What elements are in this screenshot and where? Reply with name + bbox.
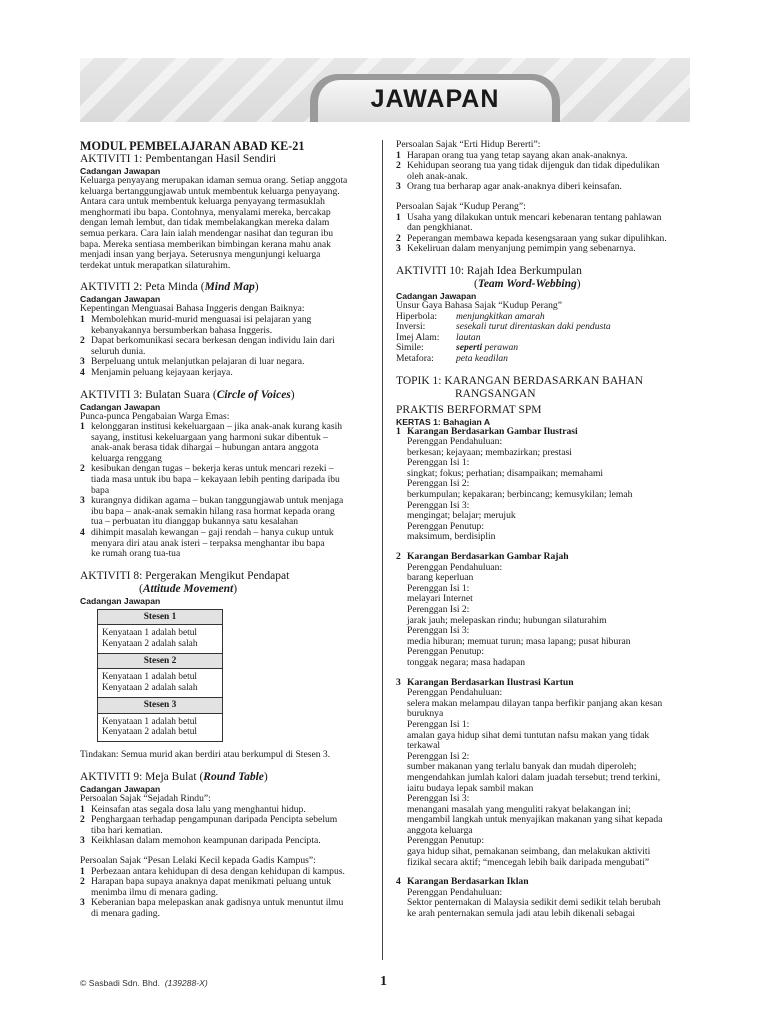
column-divider	[382, 140, 383, 960]
gaya-row: Simile: seperti perawan	[396, 342, 519, 354]
modul-title: MODUL PEMBELAJARAN ABAD KE-21	[80, 139, 305, 153]
footer-publisher: © Sasbadi Sdn. Bhd. (139288-X)	[80, 978, 208, 988]
aktiviti-3-intro: Punca-punca Pengabaian Warga Emas:	[80, 410, 230, 422]
topik-1-title: TOPIK 1: KARANGAN BERDASARKAN BAHAN RANGSANGAN	[396, 374, 644, 400]
aktiviti-3-list	[80, 422, 366, 560]
list-item: 4 dihimpit masalah kewangan – gaji rendah – hanya cukup untuk menyara diri atau anak isteri – terpaksa menghantar ibu bapa ke rumah orang tua-tua	[80, 527, 334, 560]
page-title: JAWAPAN	[370, 84, 500, 113]
stesen-header: Stesen 3	[98, 697, 222, 712]
gaya-row: Metafora: peta keadilan	[396, 352, 508, 364]
aktiviti-9-title: AKTIVITI 9: Meja Bulat (Round Table)	[80, 771, 268, 784]
list-item: 1 Perbezaan antara kehidupan di desa dengan kehidupan di kampus.	[80, 865, 345, 877]
gaya-row: Imej Alam: lautan	[396, 331, 481, 343]
aktiviti-1-title: AKTIVITI 1: Pembentangan Hasil Sendiri	[80, 153, 277, 165]
stesen-table	[97, 609, 223, 743]
list-item: 1 Harapan orang tua yang tetap sayang akan anak-anaknya.	[396, 149, 628, 161]
aktiviti-10-subtitle: Cadangan Jawapan	[396, 290, 477, 301]
erti-hidup-list	[396, 151, 692, 193]
aktiviti-2-intro: Kepentingan Menguasai Bahasa Inggeris dengan Baiknya:	[80, 303, 305, 315]
essay-item: 2 Karangan Berdasarkan Gambar Rajah Perenggan Pendahuluan: barang keperluan Perenggan Isi 1: melayari Internet Perenggan Isi 2: jarak jauh; melepaskan rindu; hubungan silaturahim Perenggan Isi 3: media hiburan; memuat turun; masa lapang; pusat hiburan Perenggan Penutup: tonggak negara; masa hadapan	[396, 551, 631, 668]
list-item: 2 kesibukan dengan tugas – bekerja keras untuk mencari rezeki – tiada masa untuk ibu bapa – kekayaan lebih penting daripada ibu bapa	[80, 463, 340, 496]
aktiviti-3-subtitle: Cadangan Jawapan	[80, 401, 161, 412]
list-item: 2 Penghargaan terhadap pengampunan daripada Pencipta sebelum tiba hari kematian.	[80, 814, 338, 836]
stesen-body: Kenyataan 1 adalah betul Kenyataan 2 adalah betul	[98, 713, 222, 742]
gaya-row: Inversi: sesekali turut direntaskan daki pendusta	[396, 321, 611, 333]
gaya-row: Hiperbola: menjungkitkan amarah	[396, 310, 545, 322]
praktis-title: PRAKTIS BERFORMAT SPM	[396, 403, 542, 416]
aktiviti-2-subtitle: Cadangan Jawapan	[80, 294, 161, 305]
aktiviti-1-paragraph: Keluarga penyayang merupakan idaman semua orang. Setiap anggota keluarga bertanggungjawab untuk membentuk keluarga penyayang. Antara cara untuk membentuk keluarga penyayang termasuklah menghormati ibu bapa. Contohnya, menyalami mereka, bercakap dengan lemah lembut, dan tidak membelakangkan mereka dalam semua perkara. Cara lain ialah mendengar nasihat dan teguran ibu bapa. Mereka sentiasa memberikan bimbingan kerana mahu anak menjadi insan yang berjaya. Seterusnya mengunjungi keluarga terdekat untuk merapatkan silaturahim.	[80, 175, 348, 271]
banner-title-tab	[310, 74, 560, 122]
essay-item: 4 Karangan Berdasarkan Iklan Perenggan Pendahuluan: Sektor penternakan di Malaysia sedikit demi sedikit telah berubah ke arah penternakan semula jadi atau lebih dikenali sebagai	[396, 876, 661, 920]
aktiviti-9-intro-2: Persoalan Sajak “Pesan Lelaki Kecil kepada Gadis Kampus”:	[80, 855, 316, 867]
list-item: 3 Keikhlasan dalam memohon keampunan daripada Pencipta.	[80, 835, 321, 847]
aktiviti-9-subtitle: Cadangan Jawapan	[80, 784, 161, 795]
aktiviti-9-intro-1: Persoalan Sajak “Sejadah Rindu”:	[80, 793, 211, 805]
aktiviti-1-subtitle: Cadangan Jawapan	[80, 166, 161, 176]
aktiviti-9-list-2	[80, 867, 366, 920]
stesen-header: Stesen 1	[98, 610, 222, 624]
list-item: 1 Keinsafan atas segala dosa lalu yang menghantui hidup.	[80, 803, 306, 815]
kudup-perang-intro: Persoalan Sajak “Kudup Perang”:	[396, 200, 526, 212]
stesen-body: Kenyataan 1 adalah betul Kenyataan 2 adalah salah	[98, 624, 222, 653]
essay-item: 3 Karangan Berdasarkan Ilustrasi Kartun Perenggan Pendahuluan: selera makan melampau dilayan tanpa berfikir panjang akan kesan buruknya Perenggan Isi 1: amalan gaya hidup sihat demi tuntutan nafsu makan yang tidak terkawal Perenggan Isi 2: sumber makanan yang terlalu banyak dan mudah diperoleh; mengendahkan jumlah kalori dalam juadah tersebut; trend terkini, iaitu budaya lepak sambil makan Perenggan Isi 3: menangani masalah yang menguliti rakyat belakangan ini; mengambil langkah untuk menyajikan makanan yang sihat kepada anggota keluarga Perenggan Penutup: gaya hidup sihat, pemakanan seimbang, dan melakukan aktiviti fizikal secara aktif; “mencegah lebih baik daripada mengubati”	[396, 676, 663, 868]
stesen-header: Stesen 2	[98, 653, 222, 668]
left-column	[80, 140, 366, 920]
aktiviti-8-tindakan: Tindakan: Semua murid akan berdiri atau berkumpul di Stesen 3.	[80, 749, 331, 761]
list-item: 3 Kekeliruan dalam menyanjung pemimpin yang sebenarnya.	[396, 243, 636, 255]
list-item: 3 Orang tua berharap agar anak-anaknya diberi keinsafan.	[396, 181, 622, 193]
stesen-body: Kenyataan 1 adalah betul Kenyataan 2 adalah salah	[98, 668, 222, 697]
list-item: 3 kurangnya didikan agama – bukan tanggungjawab untuk menjaga ibu bapa – anak-anak semakin hilang rasa hormat kepada orang tua – perbuatan itu dianggap bukannya satu kesalahan	[80, 495, 344, 528]
aktiviti-10-title: AKTIVITI 10: Rajah Idea Berkumpulan (Team Word-Webbing)	[396, 264, 582, 290]
kertas-subtitle: KERTAS 1: Bahagian A	[396, 416, 491, 427]
kudup-perang-list	[396, 213, 692, 255]
aktiviti-9-list-1	[80, 805, 366, 847]
list-item: 2 Harapan bapa supaya anaknya dapat menikmati peluang untuk menimba ilmu di menara gading.	[80, 876, 332, 898]
page-number: 1	[380, 974, 387, 989]
aktiviti-3-title: AKTIVITI 3: Bulatan Suara (Circle of Voices)	[80, 388, 295, 401]
list-item: 4 Menjamin peluang kejayaan kerjaya.	[80, 366, 233, 378]
aktiviti-10-intro: Unsur Gaya Bahasa Sajak “Kudup Perang”	[396, 299, 562, 311]
list-item: 1 kelonggaran institusi kekeluargaan – jika anak-anak kurang kasih sayang, institusi kekeluargaan yang harmoni sukar dibentuk – anak-anak berasa tidak dihargai – hubungan antara anggota keluarga renggang	[80, 421, 343, 464]
aktiviti-8-subtitle: Cadangan Jawapan	[80, 595, 161, 606]
aktiviti-8-title: AKTIVITI 8: Pergerakan Mengikut Pendapat (Attitude Movement)	[80, 569, 290, 595]
aktiviti-2-list	[80, 315, 366, 379]
list-item: 2 Dapat berkomunikasi secara berkesan dengan individu lain dari seluruh dunia.	[80, 335, 335, 357]
erti-hidup-intro: Persoalan Sajak “Erti Hidup Bererti”:	[396, 139, 541, 150]
list-item: 1 Usaha yang dilakukan untuk mencari kebenaran tentang pahlawan dan pengkhianat.	[396, 211, 662, 234]
aktiviti-2-title: AKTIVITI 2: Peta Minda (Mind Map)	[80, 281, 259, 294]
essay-item: 1 Karangan Berdasarkan Gambar Ilustrasi Perenggan Pendahuluan: berkesan; kejayaan; membazirkan; prestasi Perenggan Isi 1: singkat; fokus; perhatian; disampaikan; memahami Perenggan Isi 2: berkumpulan; kepakaran; berbincang; kemusykilan; lemah Perenggan Isi 3: mengingat; belajar; merujuk Perenggan Penutup: maksimum, berdisiplin	[396, 425, 633, 543]
list-item: 2 Kehidupan seorang tua yang tidak dijenguk dan tidak dipedulikan oleh anak-anak.	[396, 160, 660, 182]
list-item: 3 Berpeluang untuk melanjutkan pelajaran di luar negara.	[80, 356, 305, 368]
header-banner	[80, 58, 690, 122]
right-column	[396, 140, 692, 920]
list-item: 3 Keberanian bapa melepaskan anak gadisnya untuk menuntut ilmu di menara gading.	[80, 897, 344, 919]
list-item: 2 Peperangan membawa kepada kesengsaraan yang sukar dipulihkan.	[396, 232, 667, 244]
list-item: 1 Membolehkan murid-murid menguasai isi pelajaran yang kebanyakannya bersumberkan bahasa Inggeris.	[80, 313, 312, 336]
gaya-bahasa-table	[396, 312, 692, 365]
